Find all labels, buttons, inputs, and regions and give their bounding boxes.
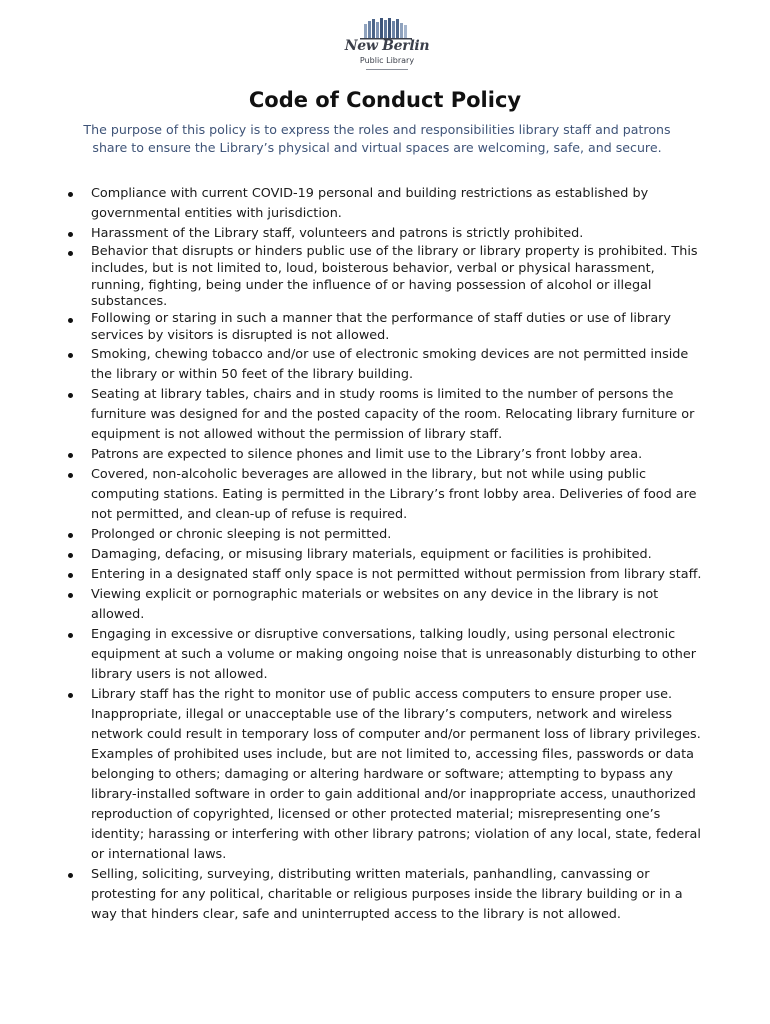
rule-covid-compliance: Compliance with current COVID-19 personal and building restrictions as established by governmental entities with jurisdiction. <box>60 184 712 224</box>
logo-subtitle: Public Library <box>359 56 415 65</box>
rule-soliciting: Selling, soliciting, surveying, distributing written materials, panhandling, canvassing or protesting for any political, charitable or religious purposes inside the library building or in a way that hinders clear, safe and uninterrupted access to the library is not allowed. <box>60 865 712 925</box>
rule-following-staring: Following or staring in such a manner that the performance of staff duties or use of library services by visitors is disrupted is not allowed. <box>60 311 712 345</box>
rule-damaging-materials: Damaging, defacing, or misusing library materials, equipment or facilities is prohibited. <box>60 545 712 565</box>
logo-divider <box>366 69 408 70</box>
rule-computer-use: Library staff has the right to monitor use of public access computers to ensure proper use. Inappropriate, illegal or unacceptable use of the library’s computers, network and wireless network could result in temporary loss of computer and/or permanent loss of library privileges. Examples of prohibited uses include, but are not limited to, accessing files, passwords or data belonging to others; damaging or altering hardware or software; attempting to bypass any library-installed software in order to gain additional and/or inappropriate access, unauthorized reproduction of copyrighted, licensed or other protected material; misrepresenting one’s identity; harassing or interfering with other library patrons; violation of any local, state, federal or international laws. <box>60 685 712 865</box>
rule-harassment: Harassment of the Library staff, volunteers and patrons is strictly prohibited. <box>60 224 712 244</box>
page-title: Code of Conduct Policy <box>248 88 522 112</box>
library-logo <box>340 18 434 80</box>
rule-food-beverages: Covered, non-alcoholic beverages are allowed in the library, but not while using public computing stations. Eating is permitted in the Library’s front lobby area. Deliveries of food are not permitted, and clean-up of refuse is required. <box>60 465 712 525</box>
rule-noise: Engaging in excessive or disruptive conversations, talking loudly, using personal electronic equipment at such a volume or making ongoing noise that is unreasonably disturbing to other library users is not allowed. <box>60 625 712 685</box>
rules-list <box>60 184 712 925</box>
rule-phones: Patrons are expected to silence phones and limit use to the Library’s front lobby area. <box>60 445 712 465</box>
rule-disruptive-behavior: Behavior that disrupts or hinders public use of the library or library property is prohibited. This includes, but is not limited to, loud, boisterous behavior, verbal or physical harassment, running, fighting, being under the influence of or having possession of alcohol or illegal substances. <box>60 244 712 311</box>
rule-staff-only-space: Entering in a designated staff only space is not permitted without permission from library staff. <box>60 565 712 585</box>
rule-smoking: Smoking, chewing tobacco and/or use of electronic smoking devices are not permitted inside the library or within 50 feet of the library building. <box>60 345 712 385</box>
library-building-icon <box>340 18 434 40</box>
rule-seating: Seating at library tables, chairs and in study rooms is limited to the number of persons the furniture was designed for and the posted capacity of the room. Relocating library furniture or equipment is not allowed without the permission of library staff. <box>60 385 712 445</box>
logo-name: New Berlin <box>344 38 430 54</box>
rule-sleeping: Prolonged or chronic sleeping is not permitted. <box>60 525 712 545</box>
purpose-statement: The purpose of this policy is to express the roles and responsibilities library staff and patrons share to ensure the Library’s physical and virtual spaces are welcoming, safe, and secure. <box>83 122 671 155</box>
rule-explicit-materials: Viewing explicit or pornographic materials or websites on any device in the library is not allowed. <box>60 585 712 625</box>
